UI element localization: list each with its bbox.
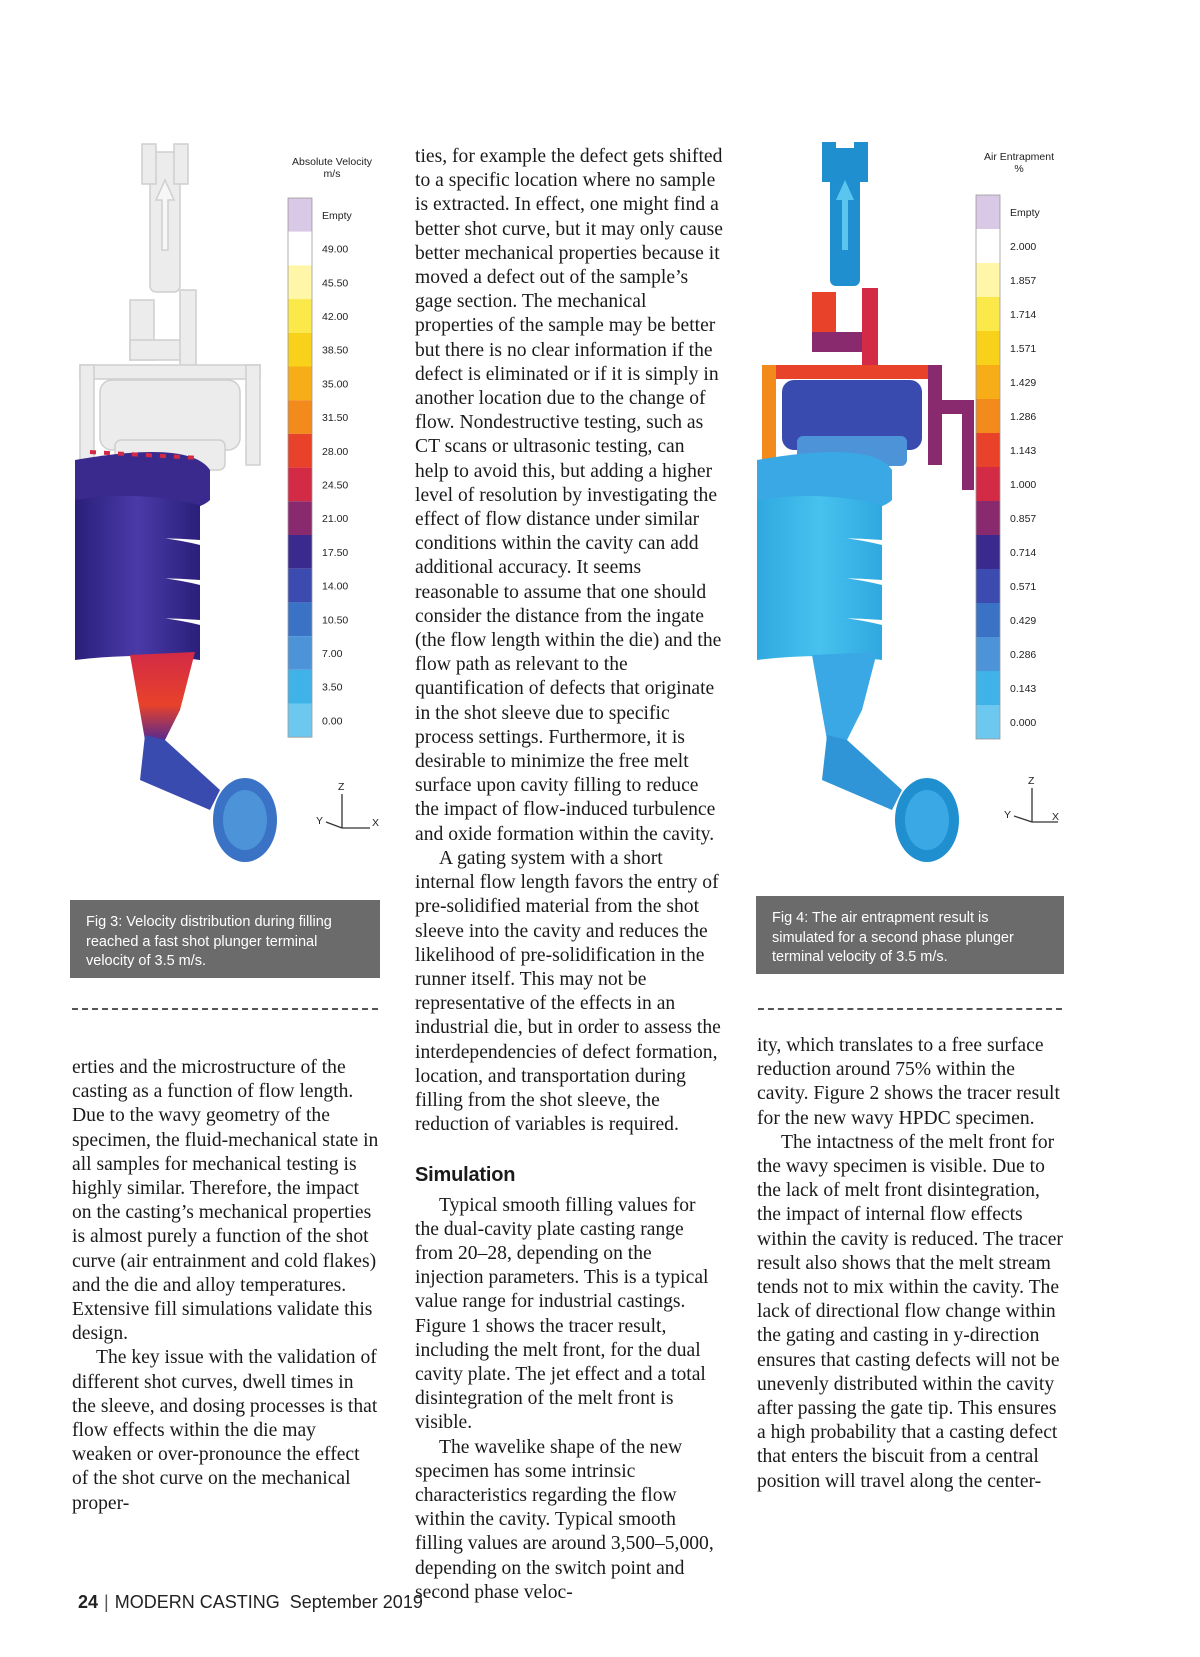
middle-paragraph-1: ties, for example the defect gets shifted to a specific location where no sample is extracted. In effect, one might find a better shot curve, but it may only cause better mechanical properties because it moved a defect out of the sample’s gage section. The mechanical properties of the sample may be better but there is no clear information if the defect is eliminated or if it is simply in another location due to the change of flow. Nondestructive testing, such as CT scans or ultrasonic testing, can help to avoid this, but adding a higher level of resolution by investigating the effect of flow distance under similar conditions within the cavity can add additional accuracy. It seems reasonable to assume that one should consider the distance from the ingate (the flow length within the die) and the flow path as relevant to the quantification of defects that originate in the shot sleeve due to specific process settings. Furthermore, it is desirable to minimize the free melt surface upon cavity filling to reduce the impact of flow-induced turbulence and oxide formation within the cavity. — [415, 146, 723, 845]
fig3-legend-label: 14.00 — [322, 580, 349, 593]
fig4-legend-label: 0.143 — [1010, 683, 1037, 695]
right-paragraph-1: ity, which translates to a free surface reduction around 75% within the cavity. Figure 2 shows the tracer result for the new wavy HPDC specimen. — [757, 1035, 1060, 1129]
fig3-legend-title-2: m/s — [323, 168, 341, 180]
fig4-legend-swatch — [976, 603, 1000, 637]
fig4-legend — [976, 195, 1041, 739]
fig3-axis-z: Z — [338, 781, 345, 793]
fig4-axis-y: Y — [1004, 809, 1012, 821]
fig4-legend-swatch — [976, 637, 1000, 671]
fig3-divider — [72, 1008, 378, 1010]
fig4-legend-label: 1.857 — [1010, 275, 1037, 287]
figure-4 — [752, 140, 1064, 880]
fig4-legend-title-1: Air Entrapment — [983, 151, 1055, 163]
fig3-legend-label: 17.50 — [322, 546, 349, 559]
fig3-wavy-specimen — [75, 452, 277, 862]
fig3-legend-swatch — [288, 400, 312, 434]
fig4-legend-label: Empty — [1010, 207, 1040, 219]
fig4-legend-swatch — [976, 705, 1000, 739]
left-paragraph-1: erties and the microstructure of the casting as a function of flow length. Due to the wavy geometry of the specimen, the fluid-mechanical state in all samples for mechanical testing is highly similar. Therefore, the impact on the casting’s mechanical properties is almost purely a function of the shot curve (air entrainment and cold flakes) and the die and alloy temperatures. Extensive fill simulations validate this design. — [72, 1057, 379, 1345]
fig3-legend-swatch — [288, 636, 312, 670]
fig3-legend-swatch — [288, 535, 312, 569]
fig4-legend-label: 2.000 — [1010, 241, 1037, 253]
fig3-axis-y: Y — [316, 815, 324, 827]
fig4-legend-swatch — [976, 501, 1000, 535]
fig4-legend-swatch — [976, 195, 1000, 229]
fig3-legend-swatch — [288, 501, 312, 535]
fig4-simulation-image — [752, 140, 1064, 880]
column-middle — [415, 145, 723, 1605]
fig4-legend-swatch — [976, 535, 1000, 569]
left-paragraph-2: The key issue with the validation of different shot curves, dwell times in the sleeve, and dosing processes is that flow effects within the die may weaken or over-pronounce the effect of the shot curve on the mechanical proper- — [72, 1347, 378, 1514]
fig4-legend-label: 0.000 — [1010, 717, 1037, 729]
fig3-legend-swatch — [288, 602, 312, 636]
fig3-legend-label: 7.00 — [322, 647, 343, 660]
middle-paragraph-3: Typical smooth filling values for the dual-cavity plate casting range from 20–28, depending on the injection parameters. This is a typical value range for industrial castings. Figure 1 shows the tracer result, including the melt front, for the dual cavity plate. The jet effect and a total disintegration of the melt front is visible. — [415, 1194, 709, 1434]
column-right — [757, 1034, 1065, 1494]
fig4-legend-label: 0.286 — [1010, 649, 1037, 661]
fig3-caption: Fig 3: Velocity distribution during filling reached a fast shot plunger terminal velocity of 3.5 m/s. — [70, 900, 380, 978]
fig3-legend-label: 35.00 — [322, 378, 349, 391]
fig3-legend-swatch — [288, 232, 312, 266]
fig3-legend-label: 31.50 — [322, 412, 349, 425]
fig3-legend-swatch — [288, 434, 312, 468]
figure-3 — [70, 140, 380, 880]
issue-date: September 2019 — [289, 1592, 423, 1612]
fig4-legend-swatch — [976, 569, 1000, 603]
page-number: 24 — [78, 1592, 99, 1612]
fig4-legend-title-2: % — [1014, 163, 1024, 175]
fig3-unfilled-runner — [80, 144, 260, 470]
fig3-legend-swatch — [288, 569, 312, 603]
fig3-legend-swatch — [288, 704, 312, 738]
fig4-legend-label: 1.571 — [1010, 343, 1037, 355]
fig3-simulation-image — [70, 140, 380, 880]
fig3-legend-label: Empty — [322, 209, 352, 222]
fig4-legend-swatch — [976, 433, 1000, 467]
fig3-legend-swatch — [288, 198, 312, 232]
fig3-legend-label: 28.00 — [322, 445, 349, 458]
fig4-divider — [758, 1008, 1062, 1010]
fig3-legend-swatch — [288, 367, 312, 401]
fig4-legend-swatch — [976, 671, 1000, 705]
fig3-legend-label: 10.50 — [322, 614, 349, 627]
fig4-legend-swatch — [976, 263, 1000, 297]
fig3-axis-x: X — [372, 817, 380, 829]
fig4-legend-label: 0.857 — [1010, 513, 1037, 525]
fig3-legend-title-1: Absolute Velocity — [292, 156, 372, 168]
fig3-legend-swatch — [288, 299, 312, 333]
fig4-legend-swatch — [976, 399, 1000, 433]
fig4-legend-label: 1.714 — [1010, 309, 1037, 321]
fig3-legend-label: 49.00 — [322, 243, 349, 256]
fig4-legend-swatch — [976, 331, 1000, 365]
fig3-axis-triad — [326, 794, 370, 828]
page-footer — [78, 1592, 423, 1613]
fig3-legend-swatch — [288, 333, 312, 367]
fig4-legend-swatch — [976, 365, 1000, 399]
fig4-runner — [762, 142, 974, 490]
fig3-legend-label: 3.50 — [322, 681, 343, 694]
section-heading-simulation: Simulation — [415, 1164, 516, 1187]
fig4-legend-swatch — [976, 467, 1000, 501]
fig4-legend-label: 0.571 — [1010, 581, 1037, 593]
fig4-axis-z: Z — [1028, 775, 1035, 787]
fig4-legend-swatch — [976, 229, 1000, 263]
fig4-legend-label: 1.429 — [1010, 377, 1037, 389]
fig4-legend-label: 1.286 — [1010, 411, 1037, 423]
fig4-wavy-specimen — [757, 452, 959, 862]
fig3-legend-swatch — [288, 670, 312, 704]
fig3-legend-label: 21.00 — [322, 513, 349, 526]
fig4-legend-label: 0.714 — [1010, 547, 1037, 559]
footer-separator: | — [104, 1592, 109, 1612]
fig4-axis-x: X — [1052, 811, 1060, 823]
middle-paragraph-2: A gating system with a short internal flow length favors the entry of pre-solidified material from the shot sleeve into the cavity and reduces the likelihood of pre-solidification in the runner itself. This may not be representative of the effects in an industrial die, but in order to assess the interdependencies of defect formation, location, and transportation during filling from the shot sleeve, the reduction of variables is required. — [415, 847, 721, 1136]
fig4-legend-label: 0.429 — [1010, 615, 1037, 627]
fig4-legend-label: 1.000 — [1010, 479, 1037, 491]
right-paragraph-2: The intactness of the melt front for the wavy specimen is visible. Due to the lack of melt front disintegration, the impact of internal flow effects within the cavity is reduced. The tracer result also shows that the melt stream tends not to mix within the cavity. The lack of directional flow change within the gating and casting in y-direction ensures that casting defects will not be unevenly distributed within the cavity after passing the gate tip. This ensures a high probability that a casting defect that enters the biscuit from a central position will travel along the center- — [757, 1131, 1063, 1492]
magazine-name: MODERN CASTING — [114, 1592, 280, 1612]
fig3-legend-swatch — [288, 468, 312, 502]
fig4-legend-swatch — [976, 297, 1000, 331]
fig4-legend-label: 1.143 — [1010, 445, 1037, 457]
column-left — [72, 1056, 380, 1516]
fig3-legend-label: 0.00 — [322, 715, 343, 728]
fig4-caption: Fig 4: The air entrapment result is simulated for a second phase plunger terminal velocity of 3.5 m/s. — [756, 896, 1064, 974]
fig3-legend-label: 45.50 — [322, 277, 349, 290]
fig3-legend — [288, 198, 353, 737]
fig3-legend-label: 24.50 — [322, 479, 349, 492]
fig3-legend-label: 38.50 — [322, 344, 349, 357]
fig3-legend-swatch — [288, 265, 312, 299]
fig3-legend-label: 42.00 — [322, 310, 349, 323]
middle-paragraph-4: The wavelike shape of the new specimen has some intrinsic characteristics regarding the flow within the cavity. Typical smooth filling values are around 3,500–5,000, depending on the switch point and second phase veloc- — [415, 1436, 714, 1603]
